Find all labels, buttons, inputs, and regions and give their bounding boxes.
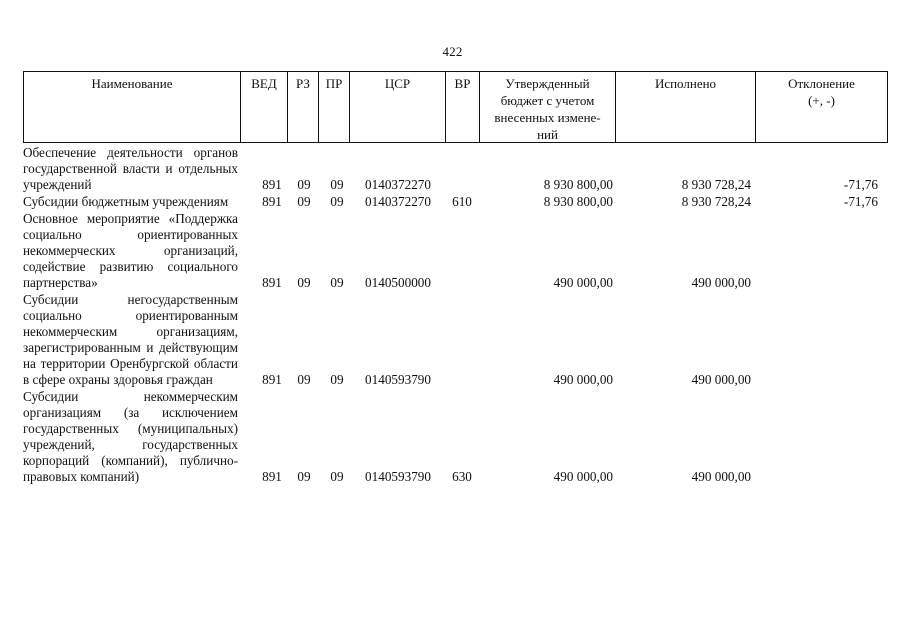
row-budget: 8 930 800,00 (543, 177, 613, 192)
header-rz: РЗ (288, 72, 319, 142)
row-name: Обеспечение деятельности органов государственной власти и отдельных учреждений (23, 145, 238, 192)
row-pr: 09 (330, 177, 344, 192)
row-name: Субсидии бюджетным учреждениям (23, 194, 229, 209)
table-row (23, 388, 888, 485)
header-vr: ВР (446, 72, 480, 142)
row-vr: 610 (452, 194, 472, 209)
row-budget: 490 000,00 (553, 469, 613, 484)
row-name: Субсидии негосударственным социально ориентированным некоммерческим организациям, зарегистрированным и действующим на территории Оренбургской области в сфере охраны здоровья граждан (23, 292, 238, 387)
row-vr: 630 (452, 469, 472, 484)
row-budget: 8 930 800,00 (543, 194, 613, 209)
header-done: Исполнено (616, 72, 756, 142)
row-diff: -71,76 (843, 194, 878, 209)
row-rz: 09 (297, 275, 311, 290)
row-csr: 0140593790 (365, 372, 431, 387)
header-name: Наименование (24, 72, 241, 142)
row-csr: 0140500000 (365, 275, 431, 290)
row-done: 490 000,00 (691, 372, 751, 387)
row-pr: 09 (330, 194, 344, 209)
row-csr: 0140372270 (365, 194, 431, 209)
header-budget: Утвержденный бюджет с учетом внесенных измене- ний (480, 72, 616, 142)
row-csr: 0140593790 (365, 469, 431, 484)
row-ved: 891 (262, 275, 282, 290)
row-rz: 09 (297, 177, 311, 192)
table-row (23, 210, 888, 291)
row-budget: 490 000,00 (553, 372, 613, 387)
row-done: 490 000,00 (691, 275, 751, 290)
row-pr: 09 (330, 372, 344, 387)
table-row (23, 193, 888, 210)
row-pr: 09 (330, 275, 344, 290)
row-rz: 09 (297, 469, 311, 484)
row-ved: 891 (262, 194, 282, 209)
row-name: Субсидии некоммерческим организациям (за исключением государственных (муниципальных) учреждений, государственных корпораций (компаний), публично-правовых компаний) (23, 389, 238, 484)
header-diff: Отклонение (+, -) (788, 76, 855, 108)
row-done: 8 930 728,24 (681, 194, 751, 209)
header-pr: ПР (319, 72, 350, 142)
row-budget: 490 000,00 (553, 275, 613, 290)
header-ved: ВЕД (241, 72, 288, 142)
header-csr: ЦСР (350, 72, 446, 142)
table-row (23, 144, 888, 193)
row-pr: 09 (330, 469, 344, 484)
row-name: Основное мероприятие «Поддержка социально ориентированных некоммерческих организаций, содействие развитию социального партнерства» (23, 211, 238, 290)
row-ved: 891 (262, 177, 282, 192)
row-rz: 09 (297, 194, 311, 209)
table-row (23, 291, 888, 388)
row-rz: 09 (297, 372, 311, 387)
page-number: 422 (442, 44, 463, 59)
row-diff: -71,76 (843, 177, 878, 192)
row-done: 490 000,00 (691, 469, 751, 484)
row-ved: 891 (262, 372, 282, 387)
row-done: 8 930 728,24 (681, 177, 751, 192)
table-body (23, 144, 888, 485)
row-ved: 891 (262, 469, 282, 484)
row-csr: 0140372270 (365, 177, 431, 192)
table-header (23, 71, 888, 143)
